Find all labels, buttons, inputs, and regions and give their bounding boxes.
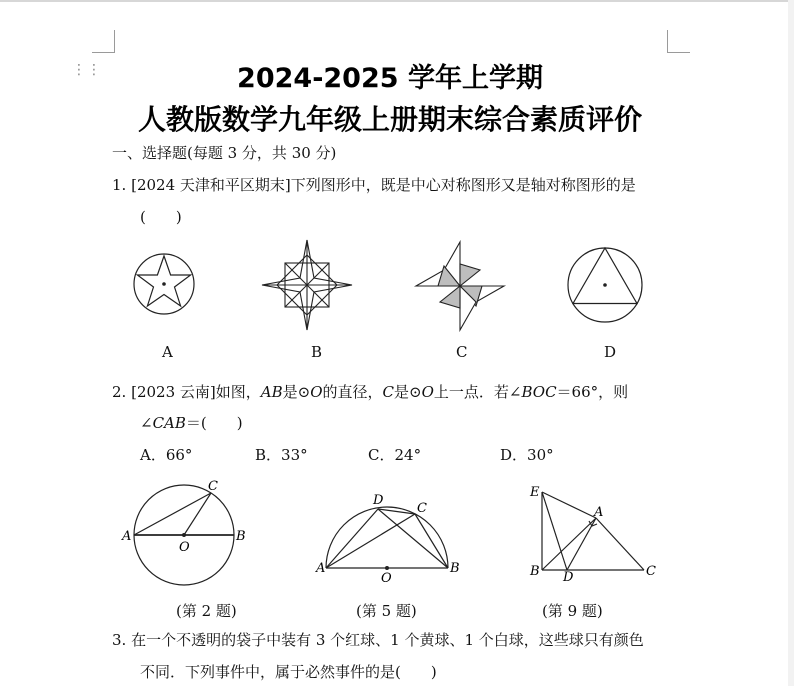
figure-label-d: D — [604, 343, 617, 361]
question-3 — [112, 629, 644, 650]
figure-q5-semicircle — [314, 490, 464, 586]
crop-mark-top-left — [92, 30, 115, 53]
point-label-a: A — [594, 505, 604, 520]
figure-a-star-in-circle — [132, 252, 196, 316]
point-label-d: D — [373, 493, 384, 508]
question-2-continued — [140, 412, 243, 433]
point-label-b: B — [236, 529, 246, 544]
question-text: 的直径， — [322, 383, 383, 401]
document-title: 2024-2025 学年上学期 — [237, 63, 543, 94]
question-number: 1. — [112, 176, 127, 194]
question-text: 上一点．若∠ — [433, 383, 522, 401]
figure-label-a: A — [162, 343, 173, 361]
point-label-b: B — [530, 564, 540, 579]
point-label-c: C — [417, 501, 427, 516]
section-heading: 一、选择题(每题 3 分，共 30 分) — [112, 144, 337, 162]
figure-q2-circle-diameter — [118, 476, 252, 590]
point-o: O — [421, 383, 434, 401]
angle-cab: CAB — [152, 414, 186, 432]
point-label-c: C — [208, 479, 218, 494]
point-label-e: E — [530, 485, 540, 500]
segment-ab: AB — [260, 383, 283, 401]
figure-q9-triangles — [526, 482, 662, 585]
point-label-a: A — [122, 529, 132, 544]
figure-b-compass-star — [260, 238, 354, 332]
drag-handle-icon[interactable]: ⋮⋮ — [72, 62, 102, 78]
question-number: 2. — [112, 383, 127, 401]
point-label-o: O — [179, 540, 190, 555]
point-label-c: C — [646, 564, 656, 579]
point-label-b: B — [450, 561, 460, 576]
question-text: [2024 天津和平区期末]下列图形中，既是中心对称图形又是轴对称图形的是 — [131, 176, 636, 194]
angle-symbol: ∠ — [140, 414, 153, 432]
figure-label-c: C — [456, 343, 468, 361]
option-a: A．66° — [140, 446, 193, 464]
question-text: 是⊙ — [394, 383, 422, 401]
option-d: D．30° — [500, 446, 554, 464]
question-text: 是⊙ — [282, 383, 311, 401]
figure-d-triangle-in-circle — [566, 246, 644, 324]
point-label-a: A — [316, 561, 326, 576]
question-1 — [112, 174, 636, 195]
figure-c-pinwheel — [414, 240, 506, 332]
option-b: B．33° — [255, 446, 308, 464]
question-2 — [112, 381, 628, 402]
question-number: 3. — [112, 631, 127, 649]
scrollbar-track[interactable] — [788, 0, 794, 686]
point-c: C — [382, 383, 394, 401]
point-label-o: O — [381, 571, 392, 586]
point-o: O — [310, 383, 323, 401]
document-subtitle: 人教版数学九年级上册期末综合素质评价 — [137, 103, 642, 136]
figure-caption-q2: (第 2 题) — [176, 602, 237, 620]
question-text: ＝66°，则 — [556, 383, 629, 401]
angle-boc: BOC — [521, 383, 557, 401]
figure-caption-q9: (第 9 题) — [542, 602, 603, 620]
answer-paren: ＝( ) — [185, 414, 243, 432]
option-c: C．24° — [368, 446, 422, 464]
question-text: 在一个不透明的袋子中装有 3 个红球、1 个黄球、1 个白球，这些球只有颜色 — [131, 631, 644, 649]
figure-label-b: B — [311, 343, 323, 361]
question-3-continued: 不同．下列事件中，属于必然事件的是( ) — [140, 663, 437, 681]
question-text: [2023 云南]如图， — [131, 383, 261, 401]
point-label-d: D — [563, 570, 574, 585]
top-ruler-edge — [0, 0, 794, 2]
answer-paren: ( ) — [140, 208, 182, 226]
figure-caption-q5: (第 5 题) — [356, 602, 417, 620]
crop-mark-top-right — [667, 30, 690, 53]
